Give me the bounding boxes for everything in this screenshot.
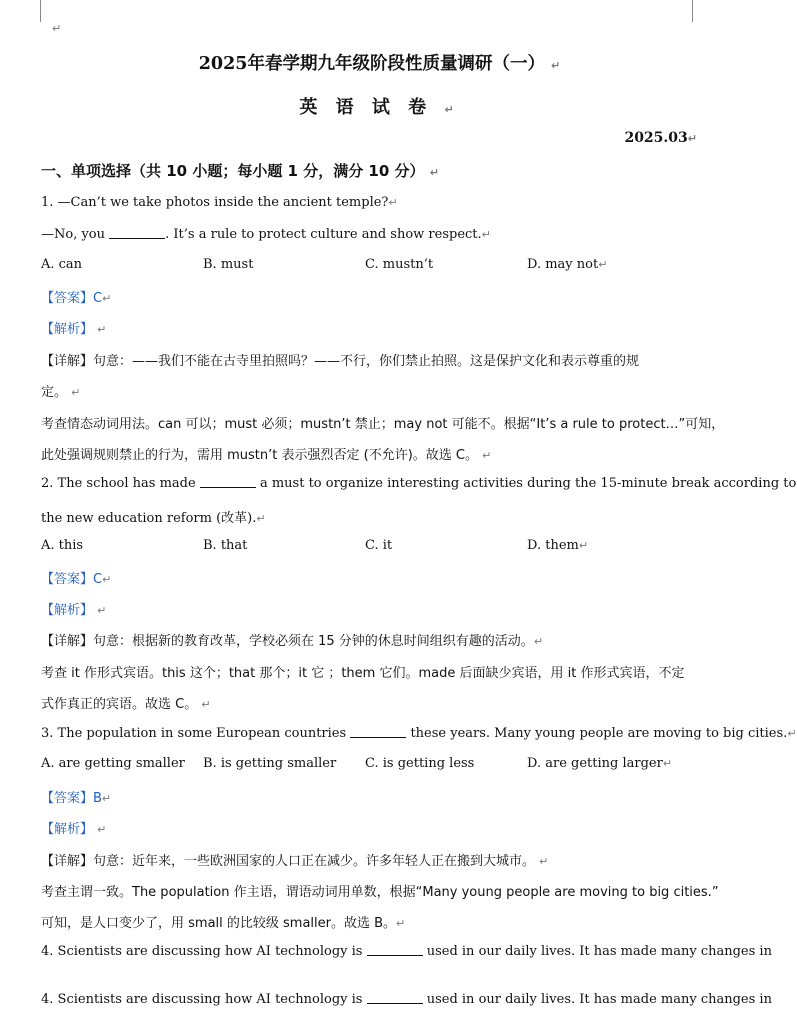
q1-detail-3: 考查情态动词用法。can 可以；must 必须；mustn’t 禁止；may not 可能不。根据“It’s a rule to protect…”可知， bbox=[41, 417, 725, 432]
exam-date: 2025.03↵ bbox=[624, 130, 697, 146]
q2-stem-1: 2. The school has made a must to organize interesting activities during the 15-minute break according to bbox=[41, 476, 797, 491]
q4-stem: 4. Scientists are discussing how AI technology is used in our daily lives. It has made many changes in bbox=[41, 944, 772, 959]
q3-analysis-label: 【解析】 ↵ bbox=[41, 822, 107, 837]
q1-option-b: B. must bbox=[203, 257, 254, 272]
q1-analysis-label: 【解析】 ↵ bbox=[41, 322, 107, 337]
q1-detail-4: 此处强调规则禁止的行为，需用 mustn’t 表示强烈否定 (不允许)。故选 C。 ↵ bbox=[41, 448, 492, 463]
q3-option-b: B. is getting smaller bbox=[203, 756, 337, 771]
q1-option-c: C. mustn’t bbox=[365, 257, 434, 272]
q3-detail-3: 可知，是人口变少了，用 small 的比较级 smaller。故选 B。↵ bbox=[41, 916, 406, 931]
q3-option-a: A. are getting smaller bbox=[41, 756, 185, 771]
q1-options bbox=[41, 257, 701, 272]
q3-answer: 【答案】B↵ bbox=[41, 791, 112, 806]
q3-detail-1: 【详解】句意：近年来，一些欧洲国家的人口正在减少。许多年轻人正在搬到大城市。 ↵ bbox=[41, 854, 549, 869]
q2-detail-2: 考查 it 作形式宾语。this 这个；that 那个；it 它 ；them 它们。made 后面缺少宾语，用 it 作形式宾语，不定 bbox=[41, 666, 685, 681]
q2-stem-2: the new education reform (改革).↵ bbox=[41, 511, 266, 526]
q1-reply: —No, you . It’s a rule to protect culture and show respect.↵ bbox=[41, 227, 491, 242]
q1-stem: 1. —Can’t we take photos inside the ancient temple?↵ bbox=[41, 195, 398, 210]
q2-analysis-label: 【解析】 ↵ bbox=[41, 603, 107, 618]
q1-option-d: D. may not↵ bbox=[527, 257, 608, 272]
q1-blank bbox=[109, 226, 165, 239]
section-heading: 一、单项选择（共 10 小题；每小题 1 分，满分 10 分） ↵ bbox=[41, 162, 439, 180]
q2-option-d: D. them↵ bbox=[527, 538, 589, 553]
q3-options bbox=[41, 756, 701, 771]
q2-blank bbox=[200, 475, 256, 488]
q1-answer: 【答案】C↵ bbox=[41, 291, 112, 306]
crop-mark-left bbox=[40, 0, 41, 22]
q3-detail-2: 考查主谓一致。The population 作主语，谓语动词用单数，根据“Many young people are moving to big cities.” bbox=[41, 885, 719, 900]
q2-options bbox=[41, 538, 701, 553]
exam-subtitle: 英 语 试 卷 ↵ bbox=[299, 97, 460, 118]
q1-detail-2: 定。 ↵ bbox=[41, 385, 81, 400]
crop-mark-right bbox=[692, 0, 693, 22]
q4-repeat-blank bbox=[367, 991, 423, 1004]
q2-option-a: A. this bbox=[41, 538, 84, 553]
q2-detail-1: 【详解】句意：根据新的教育改革，学校必须在 15 分钟的休息时间组织有趣的活动。↵ bbox=[41, 634, 544, 649]
q2-option-b: B. that bbox=[203, 538, 248, 553]
q1-option-a: A. can bbox=[41, 257, 83, 272]
q2-option-c: C. it bbox=[365, 538, 393, 553]
q1-detail-1: 【详解】句意：——我们不能在古寺里拍照吗？——不行，你们禁止拍照。这是保护文化和表示尊重的规 bbox=[41, 354, 640, 369]
q3-blank bbox=[350, 725, 406, 738]
q4-stem-repeat: 4. Scientists are discussing how AI technology is used in our daily lives. It has made many changes in bbox=[41, 992, 772, 1007]
q4-blank bbox=[367, 943, 423, 956]
q3-stem: 3. The population in some European countries these years. Many young people are moving to big cities.↵ bbox=[41, 726, 797, 741]
exam-title: 2025年春学期九年级阶段性质量调研（一） ↵ bbox=[198, 54, 561, 74]
q3-option-d: D. are getting larger↵ bbox=[527, 756, 673, 771]
q2-answer: 【答案】C↵ bbox=[41, 572, 112, 587]
q3-option-c: C. is getting less bbox=[365, 756, 475, 771]
paragraph-mark-icon: ↵ bbox=[52, 22, 62, 35]
q2-detail-3: 式作真正的宾语。故选 C。 ↵ bbox=[41, 697, 211, 712]
